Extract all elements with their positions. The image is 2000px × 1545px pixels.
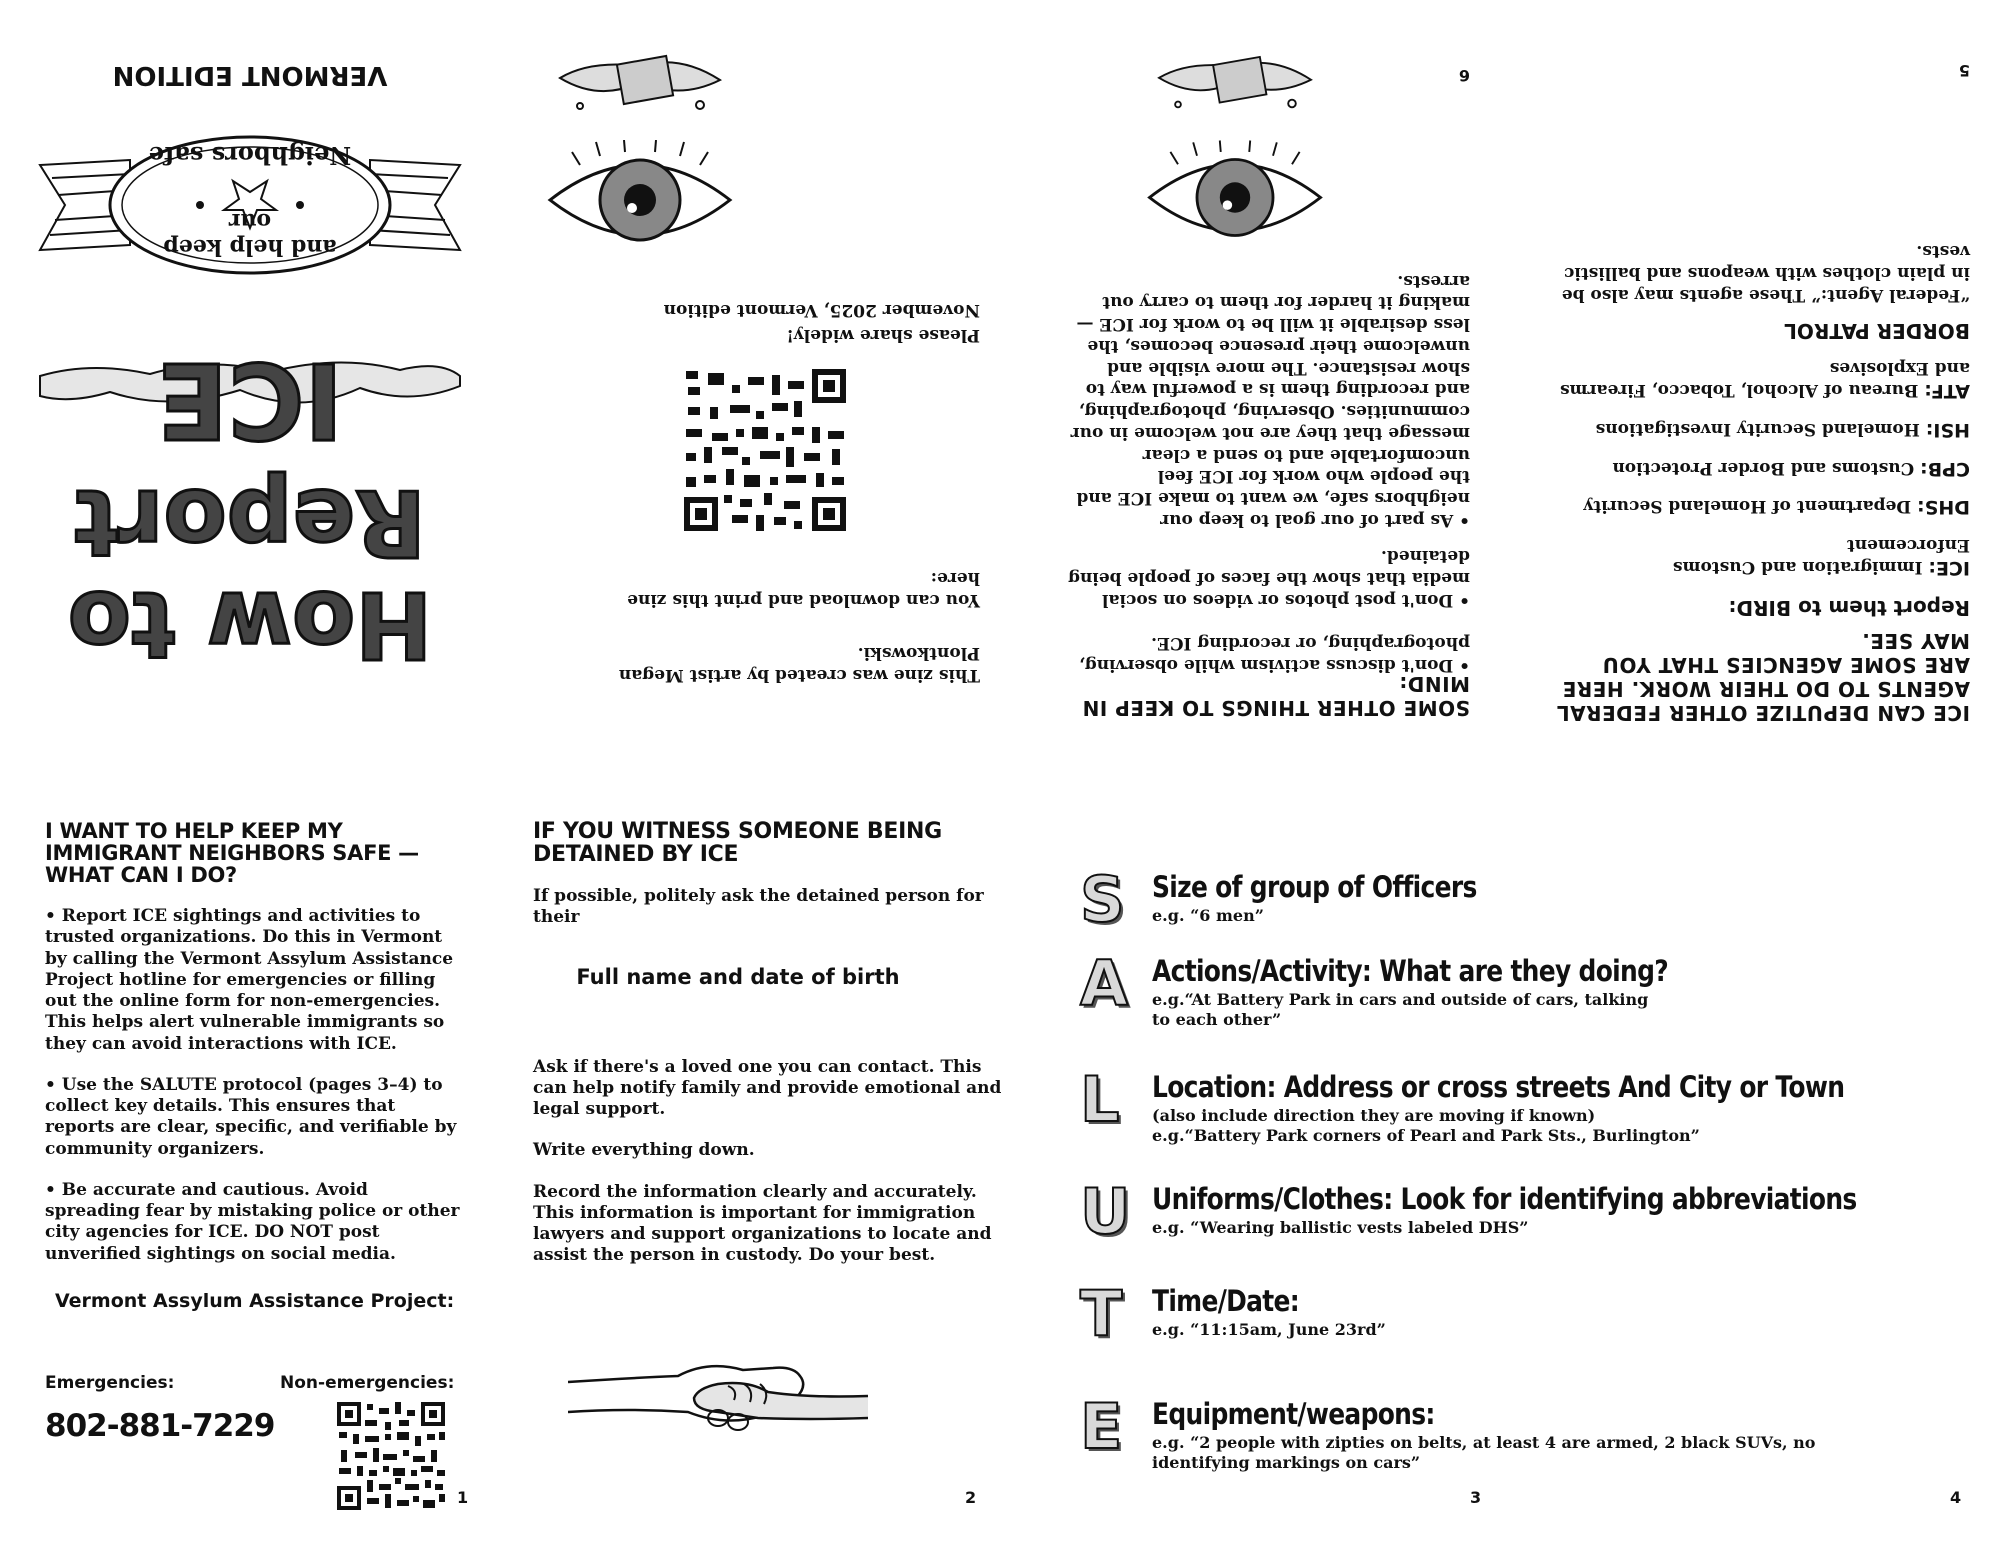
page-5-content — [1540, 30, 1970, 730]
banner-line2: Neighbors safe — [148, 141, 352, 170]
page-1-paragraph-2: • Use the SALUTE protocol (pages 3–4) to collect key details. This ensures that reports are clear, specific, and verifiable by community organizers. — [45, 1074, 457, 1159]
salute-item-l — [1080, 1063, 1980, 1168]
holding-hands-illustration — [568, 1340, 868, 1450]
page-2-heading-line2: DETAINED BY ICE — [533, 842, 739, 868]
nonemergency-form-qr-code[interactable] — [335, 1400, 447, 1512]
back-cover-panel — [530, 30, 990, 730]
ice-cube-illustration — [540, 30, 740, 120]
report-to-bird: Report them to BIRD: — [1728, 596, 1970, 620]
agency-ice: ICE: Immigration and Customs Enforcement — [1672, 535, 1970, 579]
page-6-panel — [1040, 30, 1480, 730]
salute-panel — [1080, 850, 1980, 1510]
page-2-heading-line1: IF YOU WITNESS SOMEONE BEING — [533, 819, 942, 844]
download-text: You can download and print this zine here: — [627, 568, 980, 610]
page-1-paragraph-1: • Report ICE sightings and activities to trusted organizations. Do this in Vermont by calling the Vermont Assylum Assistance Project hotline for emergencies or filling out the online form for non-emergencies. This helps alert vulnerable immigrants so they can avoid interactions with ICE. — [45, 906, 454, 1054]
salute-item-s — [1080, 863, 1980, 948]
salute-title-e: Equipment/weapons: — [1152, 1397, 1435, 1431]
agency-hsi: HSI: Homeland Security Investigations — [1595, 419, 1970, 441]
back-cover-content — [530, 30, 990, 730]
salute-example-a: e.g.“At Battery Park in cars and outside of cars, talking to each other” — [1152, 990, 1649, 1029]
page-2-panel — [533, 820, 1003, 1520]
page-6-bullet-2: • Don't post photos or videos on social media that show the faces of people being detained. — [1068, 546, 1470, 610]
salute-item-u — [1080, 1175, 1980, 1260]
org-name: Vermont Assylum Assistance Project: — [55, 1290, 455, 1312]
salute-letter-l: L — [1080, 1063, 1120, 1136]
salute-example-l: (also include direction they are moving if known) — [1152, 1106, 1596, 1125]
salute-letter-a: A — [1080, 947, 1128, 1020]
edition-date: November 2025, Vermont edition — [663, 300, 980, 320]
page-number-2: 2 — [965, 1488, 977, 1507]
agency-atf: ATF: Bureau of Alcohol, Tobacco, Firearms and Explosives — [1559, 358, 1970, 403]
salute-item-a — [1080, 947, 1980, 1042]
salute-title-t: Time/Date: — [1152, 1284, 1300, 1318]
page-number-6: 6 — [1458, 66, 1470, 85]
agency-dhs: DHS: Department of Homeland Security — [1583, 496, 1970, 519]
page-6-heading: SOME OTHER THINGS TO KEEP IN MIND: — [1082, 672, 1470, 720]
page-1-heading: I WANT TO HELP KEEP MY IMMIGRANT NEIGHBORS SAFE — WHAT CAN I DO? — [45, 819, 419, 888]
salute-title-l: Location: Address or cross streets And City or Town — [1152, 1070, 1845, 1104]
page-number-3: 3 — [1470, 1488, 1482, 1507]
page-1-paragraph-3: • Be accurate and cautious. Avoid spreading fear by mistaking police or other city agencies for ICE. DO NOT post unverified sightings on social media. — [45, 1179, 460, 1264]
page-number-1: 1 — [457, 1488, 469, 1507]
key-info-full-name-dob: Full name and date of birth — [576, 964, 900, 989]
nonemergencies-label: Non-emergencies: — [280, 1373, 455, 1393]
page-2-paragraph-3: Record the information clearly and accurately. This information is important for immigration lawyers and support organizations to locate and assist the person in custody. Do your best. — [533, 1181, 992, 1266]
salute-letter-t: T — [1080, 1277, 1123, 1350]
salute-example-e: e.g. “2 people with zipties on belts, at least 4 are armed, 2 black SUVs, no identifying markings on cars” — [1152, 1433, 1816, 1472]
page-5-panel — [1540, 30, 1970, 730]
salute-letter-u: U — [1080, 1175, 1131, 1248]
salute-item-t — [1080, 1277, 1980, 1362]
salute-title-s: Size of group of Officers — [1152, 870, 1477, 904]
emergencies-label: Emergencies: — [45, 1373, 175, 1393]
cover-title-line1: How to — [67, 571, 433, 678]
cover-content — [30, 30, 470, 730]
federal-agent-note: “Federal Agent:” These agents may also be in plain clothes with weapons and ballistic vests. — [1561, 241, 1970, 305]
salute-title-u: Uniforms/Clothes: Look for identifying abbreviations — [1152, 1182, 1857, 1216]
page-6-bullet-1: • Don't discuss activism while observing, photographing, or recording ICE. — [1078, 633, 1470, 675]
salute-letter-s: S — [1080, 863, 1125, 936]
page-number-5: 5 — [1958, 61, 1970, 80]
salute-example-t: e.g. “11:15am, June 23rd” — [1152, 1320, 1386, 1339]
page-6-bullet-3: • As part of our goal to keep our neighbors safe, we want to make ICE and the people who work for ICE feel uncomfortable and to send a clear message that they are not welcome in our communities. Observing, photographing, and recording them is a powerful way to show resistance. The more visible and unwelcome their presence becomes, the less desirable it will be to work for ICE — making it harder for them to carry out arrests. — [1070, 270, 1470, 530]
page-number-4: 4 — [1950, 1488, 1962, 1507]
salute-item-e — [1080, 1390, 1980, 1485]
cover-title-line3: ICE — [156, 339, 344, 461]
agency-cpb: CPB: Customs and Border Protection — [1612, 457, 1970, 480]
salute-letter-e: E — [1080, 1390, 1123, 1463]
edition-label: VERMONT EDITION — [112, 60, 388, 90]
border-patrol-label: BORDER PATROL — [1784, 318, 1970, 343]
salute-example-u: e.g. “Wearing ballistic vests labeled DHS” — [1152, 1218, 1529, 1237]
eye-illustration — [540, 140, 740, 260]
page-1-panel — [45, 819, 469, 1520]
banner-line1: and help keep our — [163, 208, 337, 260]
ice-cube-illustration — [1140, 30, 1330, 120]
eye-illustration — [1140, 140, 1330, 255]
page-2-intro: If possible, politely ask the detained person for their — [533, 886, 984, 928]
cover-title-line2: Report — [74, 469, 426, 576]
page-6-content — [1040, 30, 1480, 730]
page-2-paragraph-2: Write everything down. — [533, 1140, 755, 1161]
salute-title-a: Actions/Activity: What are they doing? — [1152, 954, 1669, 988]
zine-download-qr-code[interactable] — [680, 365, 850, 535]
credit-text: This zine was created by artist Megan Plontkowski. — [618, 643, 980, 685]
share-text: Please share widely! — [786, 325, 980, 345]
emergency-phone-number[interactable]: 802-881-7229 — [45, 1408, 275, 1444]
page-5-heading: ICE CAN DEPUTIZE OTHER FEDERAL AGENTS TO DO THEIR WORK. HERE ARE SOME AGENCIES THAT YOU MAY SEE. — [1556, 629, 1970, 725]
page-2-paragraph-1: Ask if there's a loved one you can contact. This can help notify family and provide emotional and legal support. — [533, 1056, 1002, 1120]
salute-example-l-2: e.g.“Battery Park corners of Pearl and Park Sts., Burlington” — [1152, 1126, 1700, 1145]
cover-panel — [30, 30, 470, 730]
salute-example-s: e.g. “6 men” — [1152, 906, 1264, 925]
